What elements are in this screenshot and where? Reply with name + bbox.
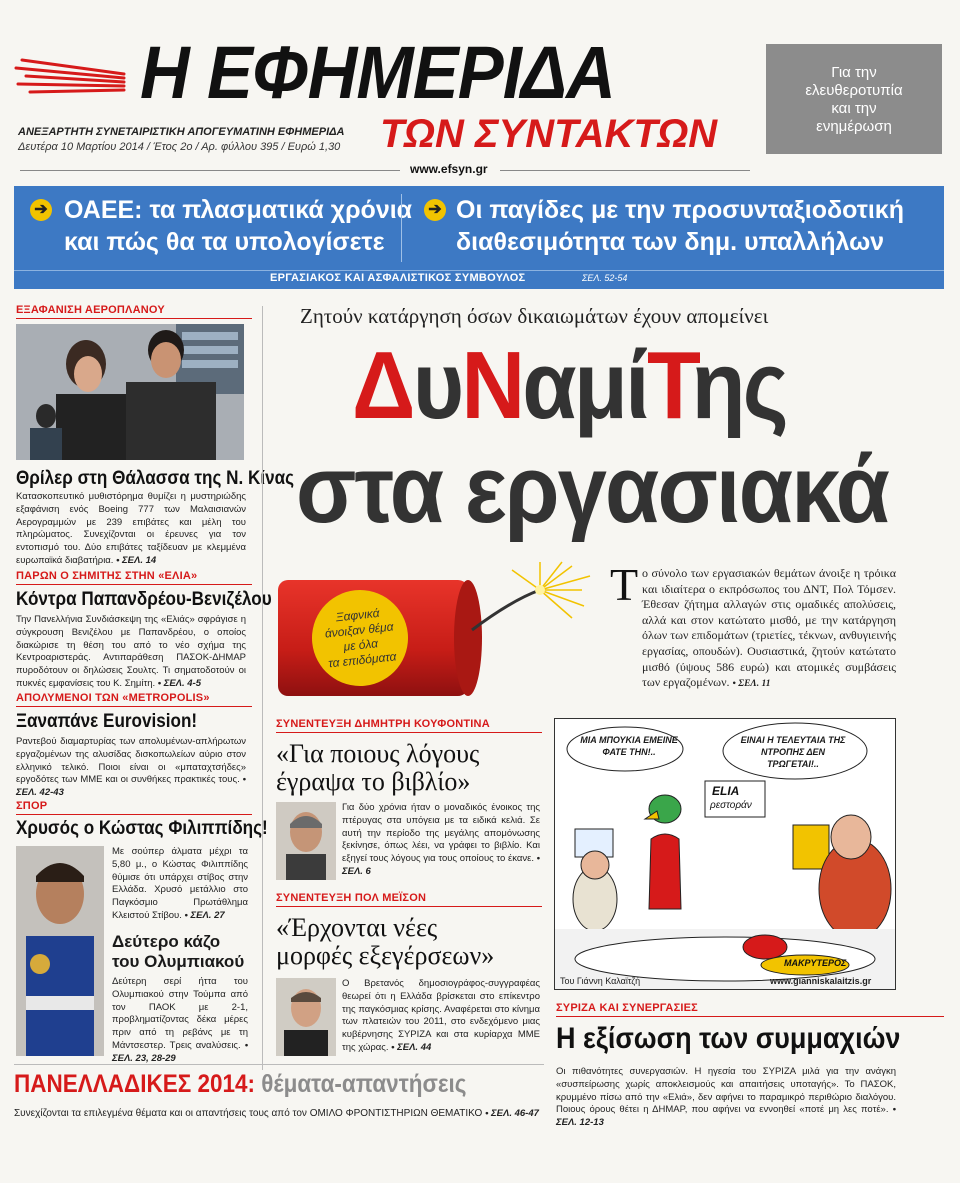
motto-line: ενημέρωση xyxy=(816,118,892,135)
banner-left-line: ΟΑΕΕ: τα πλασματικά χρόνια xyxy=(64,196,413,224)
cartoon-sign-sub: ρεστοράν xyxy=(710,800,752,811)
badge-line: τα επιδόματα xyxy=(327,649,398,671)
banner-sub-label: ΕΡΓΑΣΙΑΚΟΣ ΚΑΙ ΑΣΦΑΛΙΣΤΙΚΟΣ ΣΥΜΒΟΥΛΟΣ xyxy=(270,272,526,284)
divider xyxy=(401,194,402,262)
koufontinas-photo xyxy=(276,802,336,880)
s3-body xyxy=(16,736,246,800)
banner-right-headline[interactable] xyxy=(456,194,904,258)
banner-right-line: διαθεσιμότητα των δημ. υπαλλήλων xyxy=(456,228,885,256)
motto-line: και την xyxy=(831,100,877,117)
s5-body xyxy=(112,976,248,1066)
interview1-headline-line: «Για ποιους λόγους xyxy=(276,739,480,768)
interview2-headline[interactable] xyxy=(276,914,494,970)
cartoon-site[interactable]: www.gianniskalaitzis.gr xyxy=(770,976,872,986)
section-label: ΣΥΝΕΝΤΕΥΞΗ ΠΟΛ ΜΕΪΣΟΝ xyxy=(276,892,427,904)
syriza-body-text: Οι πιθανότητες συνεργασιών. Η ηγεσία του ΣΥΡΙΖΑ μιλά για την ανάγκη «συσπείρωσης χωρίς αποκλεισμούς και απαιτήσεις υποταγής». Το ΠΑΣΟΚ, κρυμμένο πίσω από την «Ελιά», δεν αφήνει το παραμικρό περιθώριο διαλόγου. Ποιους όρους θέτει η ΔΗΜΑΡ, που αφήνει να εννοηθεί «ποτέ μη λες ποτέ». xyxy=(556,1066,896,1116)
syriza-headline[interactable]: Η εξίσωση των συμμαχιών xyxy=(556,1022,901,1055)
masthead-logo-lines xyxy=(12,52,132,100)
s1-body xyxy=(16,491,246,568)
panhellenic-red: ΠΑΝΕΛΛΑΔΙΚΕΣ 2014: xyxy=(14,1070,256,1098)
s4-body-text: Με σούπερ άλματα μέχρι τα 5,80 μ., ο Κώστας Φιλιππίδης θύμισε ότι υπάρχει στίβος στην Ελλάδα. Χρυσό μετάλλιο στο Παγκόσμιο Πρωτάθλημα Κλειστού Στίβου. xyxy=(112,846,248,921)
badge-line: με όλα xyxy=(342,636,379,654)
masthead-dateline: Δευτέρα 10 Μαρτίου 2014 / Έτος 2ο / Αρ. φύλλου 395 / Ευρώ 1,30 xyxy=(18,141,341,153)
section-label: ΣΠΟΡ xyxy=(16,800,48,812)
divider xyxy=(16,318,252,319)
cartoon-credit: Του Γιάννη Καλαϊτζή xyxy=(560,976,641,986)
masthead-title: Η ΕΦΗΜΕΡΙΔΑ xyxy=(140,31,615,114)
arrow-right-icon: ➔ xyxy=(30,199,52,221)
syriza-sel: • ΣΕΛ. 12-13 xyxy=(556,1104,896,1129)
section-label: ΣΥΡΙΖΑ ΚΑΙ ΣΥΝΕΡΓΑΣΙΕΣ xyxy=(556,1002,698,1014)
interview2-body-text: Ο Βρετανός δημοσιογράφος-συγγραφέας θεωρεί ότι η Ελλάδα βρίσκεται στο επίκεντρο της παγκόσμιας κρίσης. Αναφέρεται στο κίνημα των πλατειών του 2011, στο ενδεχόμενο μιας κυβέρνησης ΣΥΡΙΖΑ και στα κυρίαρχα ΜΜΕ της χώρας. xyxy=(342,978,540,1053)
mason-photo xyxy=(276,978,336,1056)
section-label: ΣΥΝΕΝΤΕΥΞΗ ΔΗΜΗΤΡΗ ΚΟΥΦΟΝΤΙΝΑ xyxy=(276,718,490,730)
divider xyxy=(16,706,252,707)
divider xyxy=(276,906,542,907)
lead-headline-letter: Ν xyxy=(461,332,523,439)
s5-headline[interactable] xyxy=(112,932,244,972)
footer-sel: • ΣΕΛ. 46-47 xyxy=(485,1108,539,1119)
s5-headline-line: Δεύτερο κάζο xyxy=(112,932,221,951)
s4-headline[interactable]: Χρυσός ο Κώστας Φιλιππίδης! xyxy=(16,818,268,839)
s3-sel: • ΣΕΛ. 42-43 xyxy=(16,774,246,799)
panhellenic-banner[interactable] xyxy=(14,1070,467,1099)
badge-line: άνοιξαν θέμα xyxy=(324,619,395,641)
s3-body-text: Ραντεβού διαμαρτυρίας των απολυμένων-απλήρωτων εργαζομένων της αλυσίδας δισκοπωλείων αύριο στον ελληνικό τελικό. Ποιοι είναι οι «μπαταχτσήδες» εργοδότες των ΜΜΕ και οι συνθήκες πρακτικές τους. xyxy=(16,736,246,786)
section-label: ΠΑΡΩΝ Ο ΣΗΜΙΤΗΣ ΣΤΗΝ «ΕΛΙΑ» xyxy=(16,570,198,582)
cartoon-bubble-1: ΜΙΑ ΜΠΟΥΚΙΑ ΕΜΕΙΝΕ ΦΑΤΕ ΤΗΝ!.. xyxy=(580,735,678,757)
lead-sel: • ΣΕΛ. 11 xyxy=(732,679,771,690)
motto-line: Για την xyxy=(831,64,877,81)
divider xyxy=(500,170,750,171)
s1-body-text: Κατασκοπευτικό μυθιστόρημα θυμίζει η μυστηριώδης εξαφάνιση ενός Boeing 777 των Μαλαισιανών Αερογραμμών με 239 επιβάτες και μέλη του πληρώματος. Συνεχίζονται οι έρευνες για τον εντοπισμό του. Δύο επιβάτες ταξίδευαν με κλεμμένα ευρωπαϊκά διαβατήρια. xyxy=(16,491,246,566)
interview2-body xyxy=(342,978,540,1055)
divider xyxy=(16,814,252,815)
lead-body-text: ο σύνολο των εργασιακών θεμάτων άνοιξε η τρόικα και ιδιαίτερα ο εκπρόσωπος του ΔΝΤ, Πολ Τόμσεν. Έθεσαν ζήτημα αλλαγών στις ομαδικές απολύσεις, αλλά και στον κατώτατο μισθό, με την κατάργηση όλων των επιδομάτων (τριετίες, τέκνων, ανθυγιεινής εργασίας, οπουδών). Ουσιαστικά, ζητούν κατώτατο μισθό (ύψους 586 ευρώ) και ατομικές συμβάσεις των εργαζομένων. xyxy=(642,566,896,690)
lead-dropcap: Τ xyxy=(610,559,639,610)
motto-line: ελευθεροτυπία xyxy=(805,82,903,99)
lead-body xyxy=(642,566,896,693)
lead-headline-letter: υ xyxy=(412,332,462,439)
airport-photo xyxy=(16,324,244,460)
divider xyxy=(276,732,542,733)
interview1-body xyxy=(342,802,540,879)
masthead-tagline: ΑΝΕΞΑΡΤΗΤΗ ΣΥΝΕΤΑΙΡΙΣΤΙΚΗ ΑΠΟΓΕΥΜΑΤΙΝΗ ΕΦΗΜΕΡΙΔΑ xyxy=(18,126,345,138)
interview1-headline[interactable] xyxy=(276,740,479,796)
s2-sel: • ΣΕΛ. 4-5 xyxy=(157,677,202,689)
section-label: ΕΞΑΦΑΝΙΣΗ ΑΕΡΟΠΛΑΝΟΥ xyxy=(16,304,165,316)
s2-headline[interactable]: Κόντρα Παπανδρέου-Βενιζέλου xyxy=(16,589,272,610)
divider xyxy=(14,1064,544,1065)
s5-body-text: Δεύτερη σερί ήττα του Ολυμπιακού στην Τούμπα από τον ΠΑΟΚ με 2-1, προβληματίζοντας δέκα μέρες πριν από τη ρεβάνς με τη Μάντσεστερ. Τρεις αναλύσεις. xyxy=(112,976,248,1051)
arrow-right-icon: ➔ xyxy=(424,199,446,221)
interview2-sel: • ΣΕΛ. 44 xyxy=(391,1041,432,1053)
divider xyxy=(556,1016,944,1017)
badge-line: Ξαφνικά xyxy=(335,605,381,625)
divider xyxy=(20,170,400,171)
banner-left-headline[interactable] xyxy=(64,194,412,258)
section-label: ΑΠΟΛΥΜΕΝΟΙ ΤΩΝ «METROPOLIS» xyxy=(16,692,210,704)
interview1-body-text: Για δύο χρόνια ήταν ο μοναδικός ένοικος της πτέρυγας στα υπόγεια με τα ειδικά κελιά. Σε αυτή την περίοδο της μεγάλης απομόνωσης ξεκίνησε, όπως λέει, να γράφει το βιβλίο. Και εξηγεί τους λόγους για τους οποίους το έκανε. xyxy=(342,802,540,865)
divider xyxy=(16,584,252,585)
interview2-headline-line: «Έρχονται νέες xyxy=(276,913,438,942)
masthead-motto-box xyxy=(766,44,942,154)
cartoon-sign: ELIA xyxy=(712,784,740,798)
cartoon-bubble-2: ΕΙΝΑΙ Η ΤΕΛΕΥΤΑΙΑ ΤΗΣ ΝΤΡΟΠΗΣ ΔΕΝ ΤΡΩΓΕΤΑΙ!.. xyxy=(740,735,846,769)
column-divider xyxy=(262,306,263,1070)
banner-sub-sel: ΣΕΛ. 52-54 xyxy=(582,273,628,283)
s1-headline[interactable]: Θρίλερ στη Θάλασσα της Ν. Κίνας xyxy=(16,468,294,489)
panhellenic-grey: θέματα-απαντήσεις xyxy=(261,1070,467,1098)
s2-body-text: Την Πανελλήνια Συνδιάσκεψη της «Ελιάς» σφράγισε η σύγκρουση Βενιζέλου με Παπανδρέου, ο οποίος διακώρισε τη θέση του από το νέο σχήμα της Κεντροαριστεράς. Αντιπαράθεση ΠΑΣΟΚ-ΔΗΜΑΡ πυροδότουν οι δηλώσεις Σουλτς. Τι σηματοδοτούν οι πυκνές εμφανίσεις του Κ. Σημίτη. xyxy=(16,614,246,689)
lead-headline-line1[interactable] xyxy=(352,332,786,439)
lead-kicker: Ζητούν κατάργηση όσων δικαιωμάτων έχουν απομείνει xyxy=(300,304,769,328)
masthead-subtitle: ΤΩΝ ΣΥΝΤΑΚΤΩΝ xyxy=(380,112,718,156)
lead-headline-letter: Δ xyxy=(352,332,413,439)
s1-sel: • ΣΕΛ. 14 xyxy=(116,554,157,566)
syriza-body xyxy=(556,1066,896,1130)
athlete-photo xyxy=(16,846,104,1056)
s5-sel: • ΣΕΛ. 23, 28-29 xyxy=(112,1039,249,1064)
s4-body xyxy=(112,846,248,923)
s2-body xyxy=(16,614,246,691)
interview1-headline-line: έγραψα το βιβλίο» xyxy=(276,767,471,796)
cartoon-plate-label: ΜΑΚΡΥΤΕΡΟΣ xyxy=(784,958,847,968)
lead-headline-letter: ης xyxy=(691,332,786,439)
lead-headline-letter: Τ xyxy=(646,332,692,439)
banner-right-line: Οι παγίδες με την προσυνταξιοδοτική xyxy=(456,196,905,224)
interview2-headline-line: μορφές εξεγέρσεων» xyxy=(276,941,495,970)
lead-headline-line2[interactable]: στα εργασιακά xyxy=(296,436,889,543)
panhellenic-footer xyxy=(14,1108,539,1119)
s5-headline-line: του Ολυμπιακού xyxy=(112,952,245,971)
banner-left-line: και πώς θα τα υπολογίσετε xyxy=(64,228,385,256)
interview1-sel: • ΣΕΛ. 6 xyxy=(342,853,540,877)
s4-sel: • ΣΕΛ. 27 xyxy=(184,909,225,921)
footer-text: Συνεχίζονται τα επιλεγμένα θέματα και οι απαντήσεις τους από τον ΟΜΙΛΟ ΦΡΟΝΤΙΣΤΗΡΙΩΝ ΘΕΜΑΤΙΚΟ xyxy=(14,1108,483,1119)
website-link[interactable]: www.efsyn.gr xyxy=(410,162,488,176)
lead-headline-letter: αμί xyxy=(522,332,647,439)
s3-headline[interactable]: Ξαναπάνε Eurovision! xyxy=(16,711,198,732)
